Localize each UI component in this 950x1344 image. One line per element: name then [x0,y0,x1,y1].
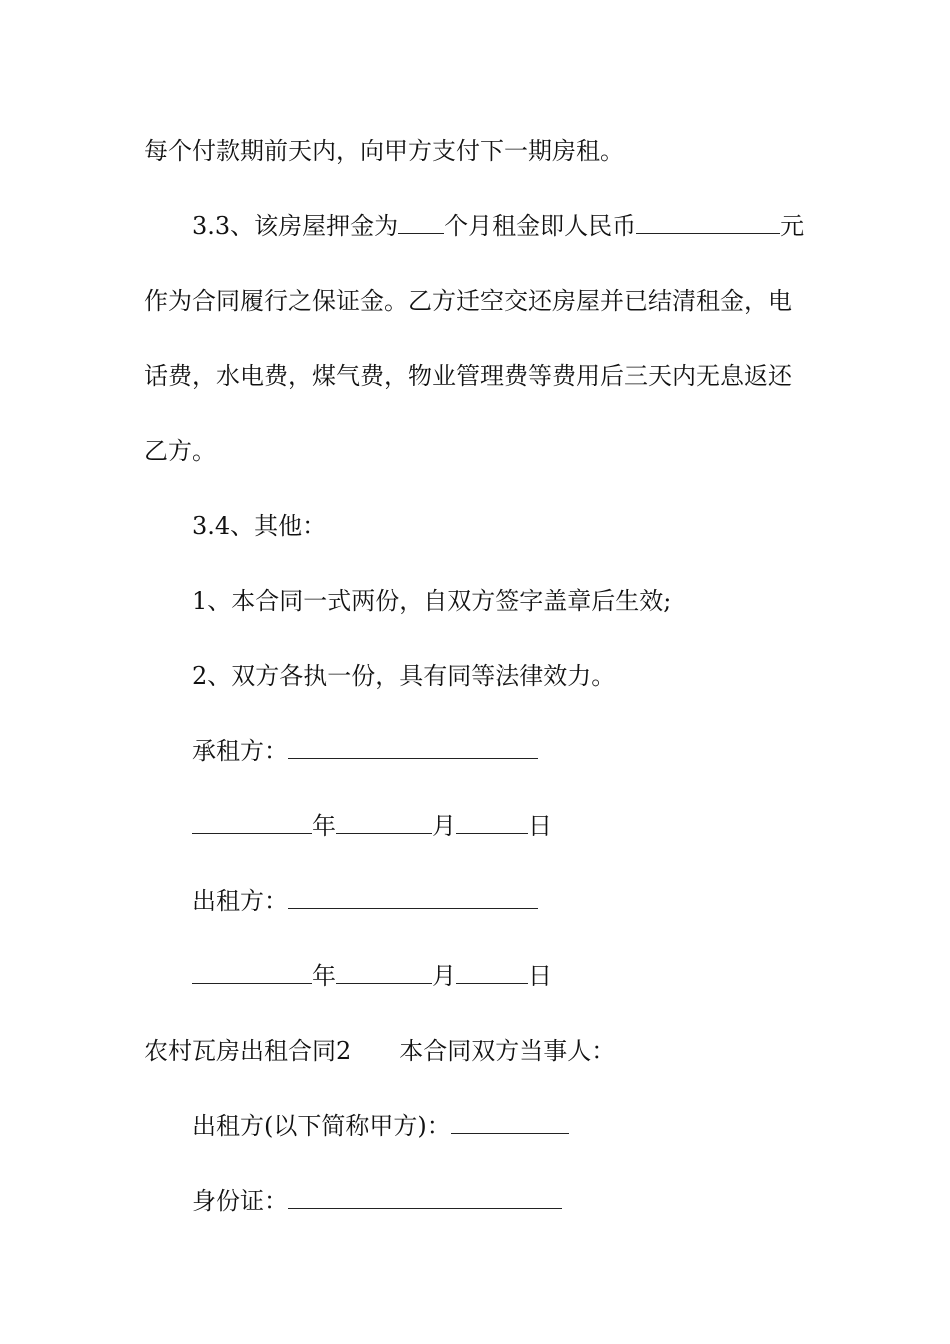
clause-1: 1、本合同一式两份，自双方签字盖章后生效; [192,587,672,615]
month-label: 月 [432,812,456,840]
id-label: 身份证： [192,1187,288,1215]
date-line-2 [192,961,552,991]
month-label: 月 [432,962,456,990]
deposit-months-blank [398,211,444,234]
day-blank [456,961,528,984]
deposit-prefix: 3.3、该房屋押金为 [192,212,399,240]
year-blank [192,811,312,834]
deposit-mid: 个月租金即人民币 [444,212,637,240]
contract2-intro: 本合同双方当事人： [399,1037,616,1065]
payment-clause-text: 每个付款期前天内，向甲方支付下一期房租。 [144,137,624,165]
year-blank [192,961,312,984]
lessor-label: 出租方(以下简称甲方)： [192,1112,451,1140]
year-label: 年 [312,812,336,840]
month-blank [336,961,432,984]
id-blank [288,1186,562,1209]
day-blank [456,811,528,834]
contract2-heading [144,1036,615,1066]
other-heading: 3.4、其他： [192,512,327,540]
month-blank [336,811,432,834]
landlord-signature-blank [288,886,538,909]
landlord-label: 出租方： [192,887,288,915]
day-label: 日 [528,812,552,840]
deposit-amount-blank [636,211,780,234]
year-label: 年 [312,962,336,990]
contract2-title: 农村瓦房出租合同2 [144,1037,352,1065]
date-line-1 [192,811,552,841]
tenant-signature-line [192,736,538,766]
deposit-clause-line3: 话费，水电费，煤气费，物业管理费等费用后三天内无息返还 [144,362,792,390]
lessor-blank [451,1111,569,1134]
deposit-clause-line4: 乙方。 [144,437,216,465]
deposit-suffix: 元 [780,212,805,240]
landlord-signature-line [192,886,538,916]
clause-2: 2、双方各执一份，具有同等法律效力。 [192,662,616,690]
deposit-clause-line2: 作为合同履行之保证金。乙方迁空交还房屋并已结清租金，电 [144,287,792,315]
tenant-signature-blank [288,736,538,759]
lessor-line [192,1111,569,1141]
day-label: 日 [528,962,552,990]
deposit-clause [192,211,804,241]
id-line [192,1186,562,1216]
tenant-label: 承租方： [192,737,288,765]
